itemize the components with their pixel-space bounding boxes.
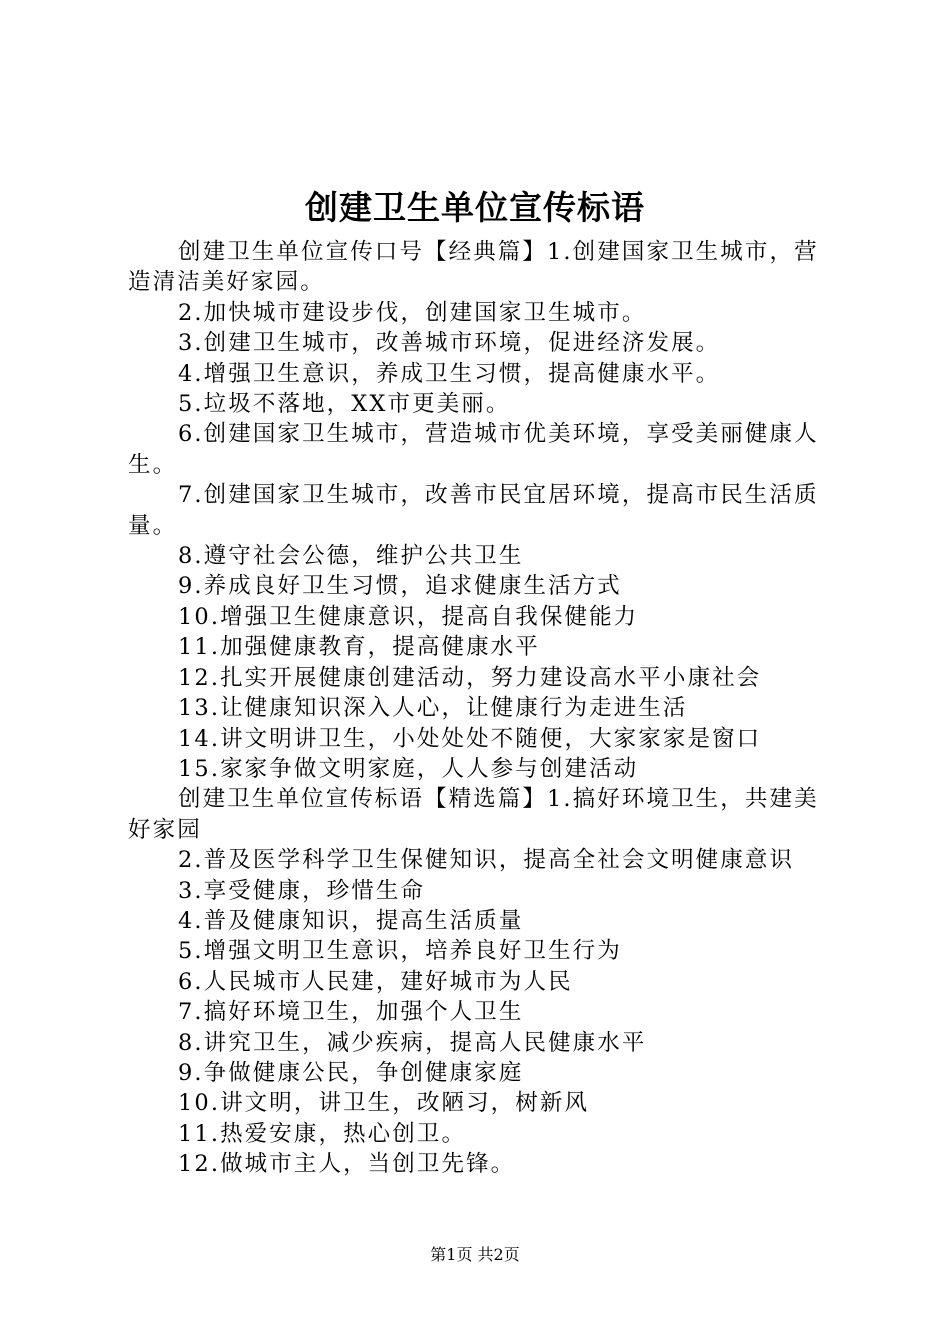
paragraph: 6.人民城市人民建，建好城市为人民 [178,968,573,995]
paragraph: 5.垃圾不落地，XX市更美丽。 [178,391,511,418]
paragraph: 14.讲文明讲卫生，小处处处不随便，大家家家是窗口 [178,725,762,752]
paragraph: 10.讲文明，讲卫生，改陋习，树新风 [178,1090,590,1117]
paragraph: 8.遵守社会公德，维护公共卫生 [178,543,524,570]
paragraph: 5.增强文明卫生意识，培养良好卫生行为 [178,938,622,965]
document-body [128,237,832,1180]
paragraph: 10.增强卫生健康意识，提高自我保健能力 [178,603,639,630]
paragraph: 3.享受健康，珍惜生命 [178,877,426,904]
paragraph: 12.做城市主人，当创卫先锋。 [178,1151,516,1178]
paragraph: 创建卫生单位宣传口号【经典篇】1.创建国家卫生城市，营造清洁美好家园。 [128,239,819,296]
paragraph: 2.普及医学科学卫生保健知识，提高全社会文明健康意识 [178,847,795,874]
paragraph: 12.扎实开展健康创建活动，努力建设高水平小康社会 [178,664,762,691]
paragraph: 11.加强健康教育，提高健康水平 [178,634,540,661]
page-number-footer: 第1页 共2页 [430,1245,520,1264]
paragraph: 8.讲究卫生，减少疾病，提高人民健康水平 [178,1029,647,1056]
paragraph: 4.普及健康知识，提高生活质量 [178,907,524,934]
paragraph: 9.争做健康公民，争创健康家庭 [178,1059,524,1086]
paragraph: 创建卫生单位宣传标语【精选篇】1.搞好环境卫生，共建美好家园 [128,786,819,843]
paragraph: 11.热爱安康，热心创卫。 [178,1120,467,1147]
paragraph: 4.增强卫生意识，养成卫生习惯，提高健康水平。 [178,360,721,387]
page-title: 创建卫生单位宣传标语 [305,188,645,227]
paragraph: 3.创建卫生城市，改善城市环境，促进经济发展。 [178,330,721,357]
paragraph: 6.创建国家卫生城市，营造城市优美环境，享受美丽健康人生。 [128,421,819,478]
paragraph: 2.加快城市建设步伐，创建国家卫生城市。 [178,299,647,326]
paragraph: 7.搞好环境卫生，加强个人卫生 [178,999,524,1026]
paragraph: 15.家家争做文明家庭，人人参与创建活动 [178,755,639,782]
paragraph: 9.养成良好卫生习惯，追求健康生活方式 [178,573,622,600]
paragraph: 7.创建国家卫生城市，改善市民宜居环境，提高市民生活质量。 [128,482,819,539]
paragraph: 13.让健康知识深入人心，让健康行为走进生活 [178,695,688,722]
